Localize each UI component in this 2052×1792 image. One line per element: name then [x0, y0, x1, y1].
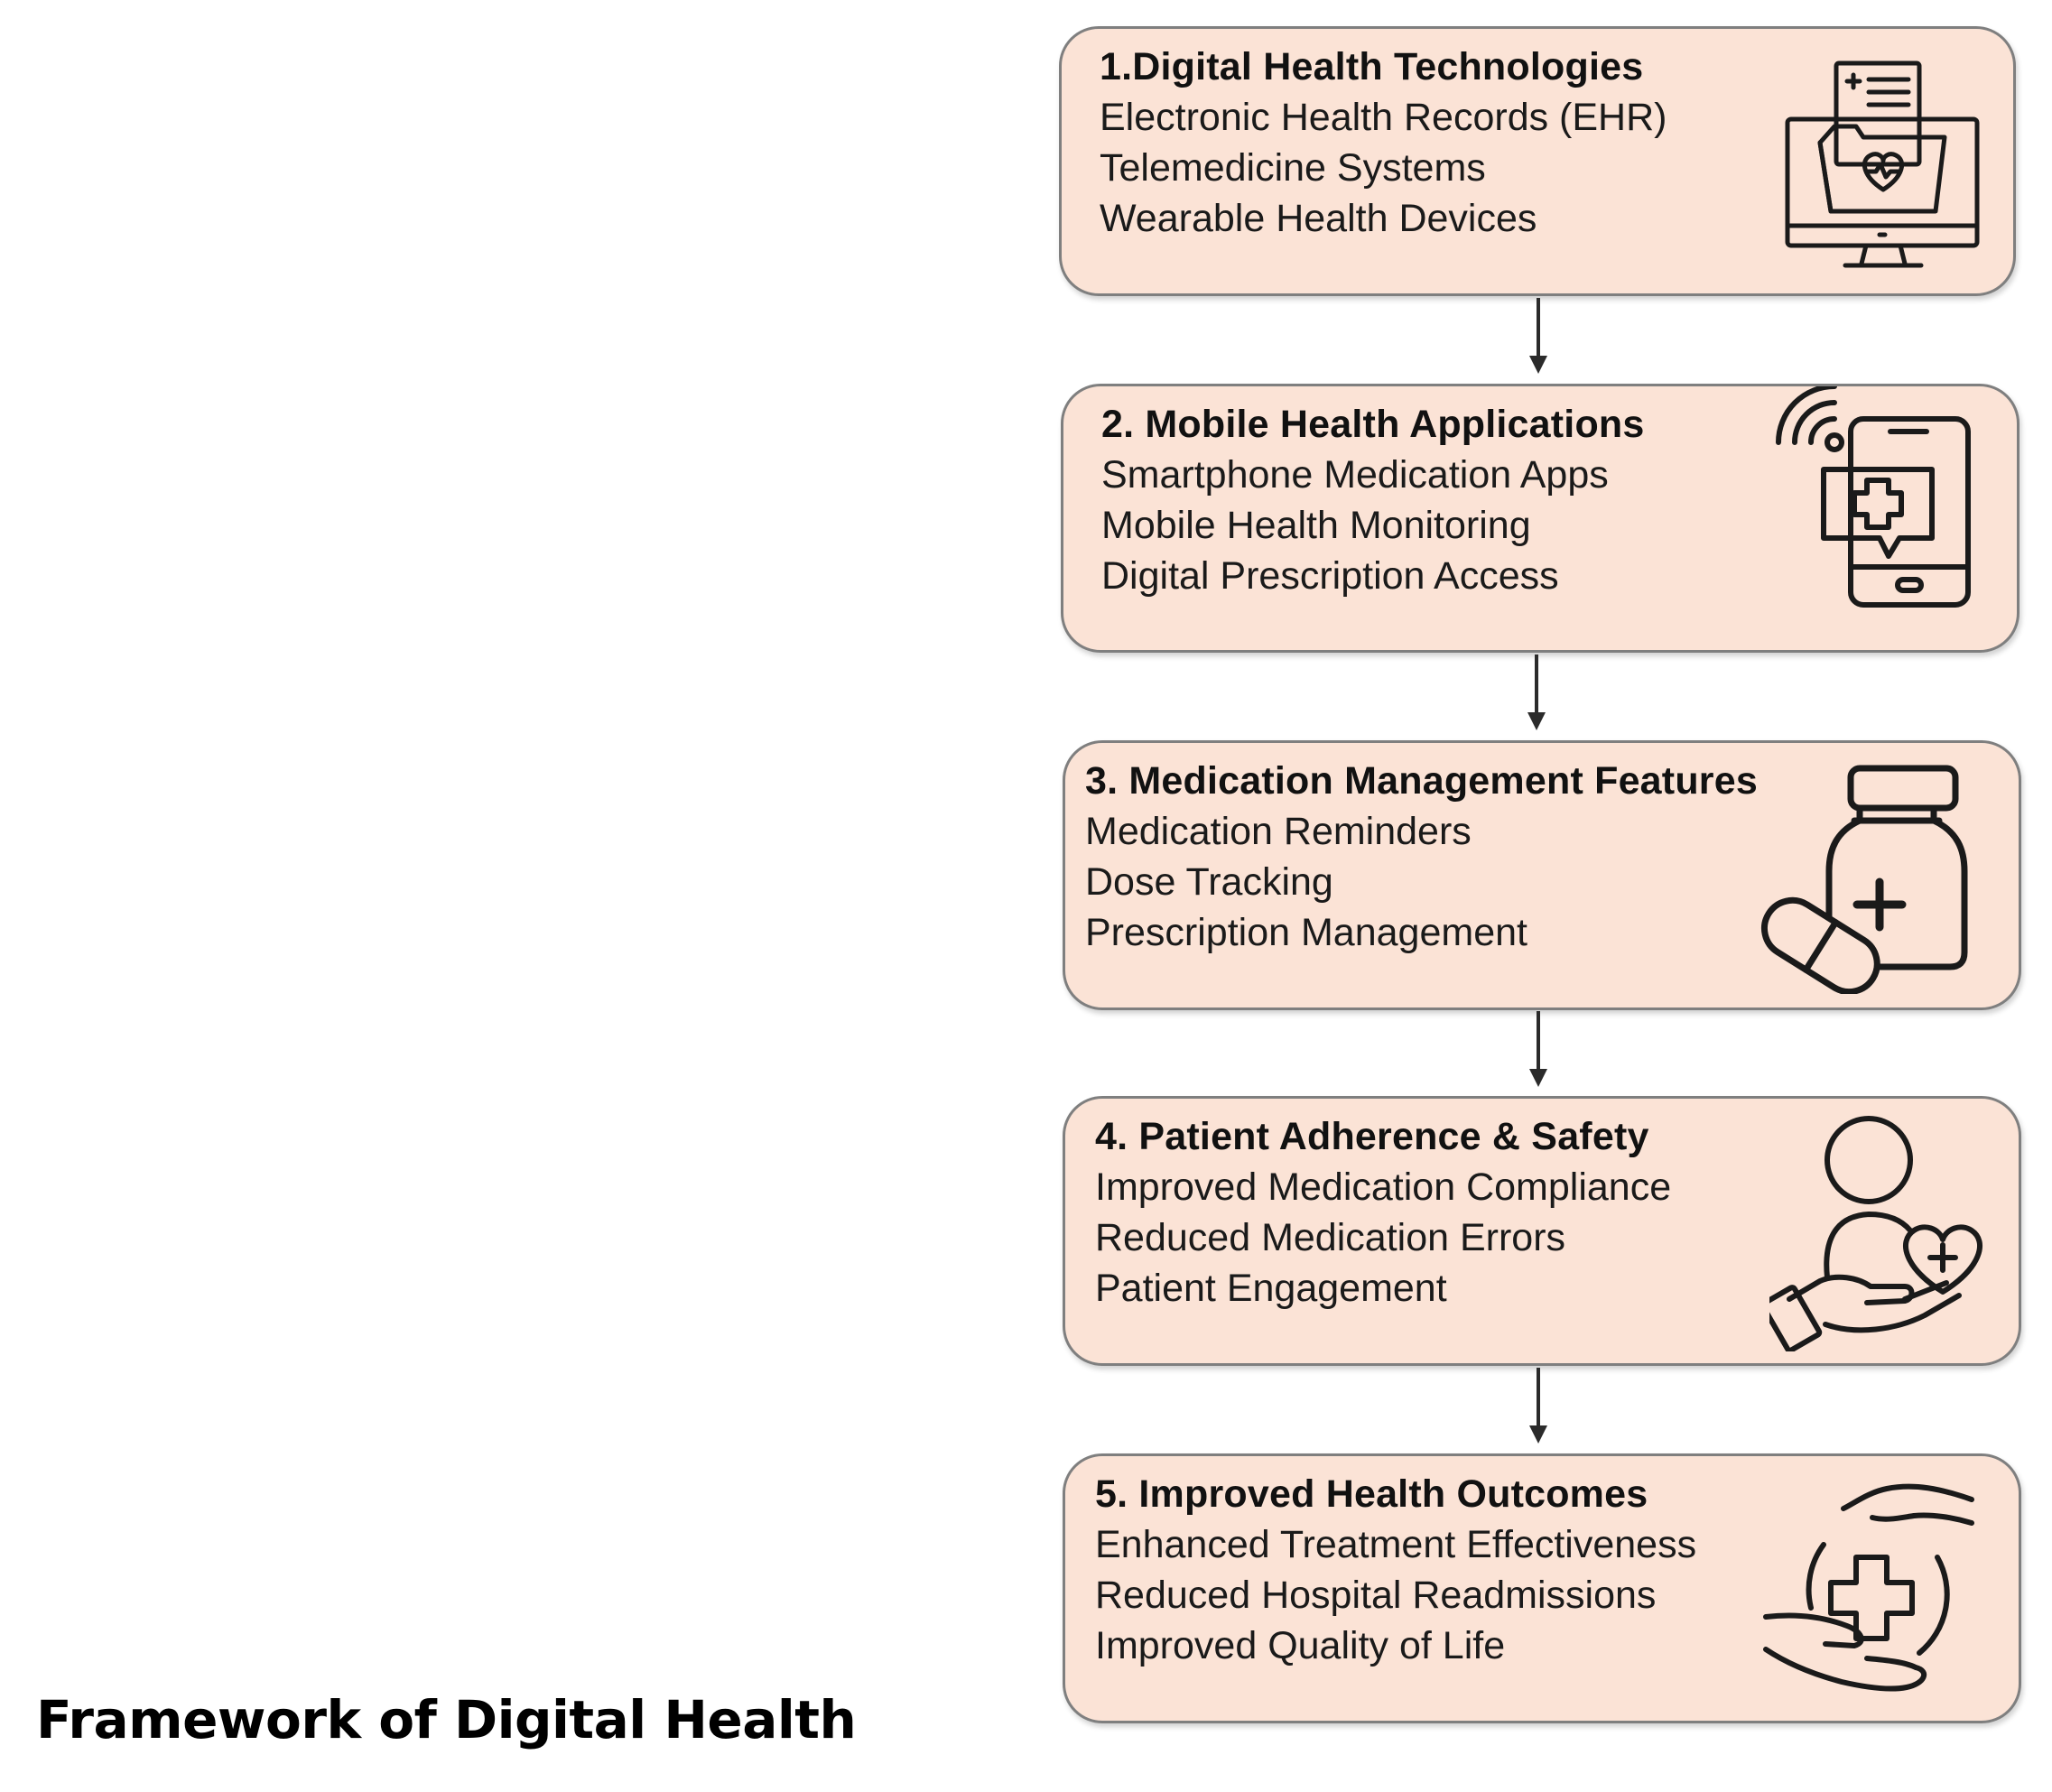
- step-title: 2. Mobile Health Applications: [1101, 403, 1645, 446]
- step-item: Enhanced Treatment Effectiveness: [1095, 1523, 1697, 1566]
- step-item: Improved Medication Compliance: [1095, 1165, 1672, 1209]
- step-item: Medication Reminders: [1085, 810, 1472, 853]
- hands-medical-cross-icon: [1760, 1481, 1982, 1704]
- step-item: Telemedicine Systems: [1100, 146, 1486, 190]
- step-title: 5. Improved Health Outcomes: [1095, 1472, 1648, 1516]
- flow-arrow-4: [1525, 1368, 1552, 1445]
- step-item: Improved Quality of Life: [1095, 1624, 1506, 1667]
- mobile-health-app-icon: [1773, 386, 1981, 612]
- computer-health-record-icon: [1780, 54, 1986, 271]
- step-item: Smartphone Medication Apps: [1101, 453, 1609, 497]
- step-text-5: [1095, 1469, 1696, 1671]
- step-text-1: [1100, 42, 1667, 244]
- step-item: Wearable Health Devices: [1100, 197, 1537, 240]
- flow-arrow-2: [1523, 655, 1550, 732]
- step-title: 1.Digital Health Technologies: [1100, 45, 1644, 88]
- step-box-3: [1063, 740, 2021, 1010]
- step-item: Patient Engagement: [1095, 1267, 1447, 1310]
- step-item: Reduced Hospital Readmissions: [1095, 1574, 1657, 1617]
- medicine-bottle-pill-icon: [1753, 763, 1984, 994]
- step-title: 3. Medication Management Features: [1085, 759, 1758, 803]
- step-box-2: [1061, 384, 2020, 653]
- flow-arrow-1: [1525, 298, 1552, 376]
- diagram-caption: Framework of Digital Health: [36, 1689, 857, 1750]
- step-box-1: [1059, 26, 2016, 296]
- step-box-5: [1063, 1453, 2021, 1723]
- step-item: Mobile Health Monitoring: [1101, 504, 1531, 547]
- flow-arrow-3: [1525, 1011, 1552, 1089]
- step-item: Electronic Health Records (EHR): [1100, 96, 1667, 139]
- step-item: Reduced Medication Errors: [1095, 1216, 1566, 1259]
- step-item: Digital Prescription Access: [1101, 554, 1559, 598]
- step-text-4: [1095, 1111, 1671, 1314]
- step-text-3: [1085, 756, 1758, 958]
- patient-care-hand-icon: [1769, 1115, 1990, 1351]
- step-text-2: [1101, 399, 1645, 601]
- step-item: Prescription Management: [1085, 911, 1527, 954]
- step-box-4: [1063, 1096, 2021, 1366]
- step-title: 4. Patient Adherence & Safety: [1095, 1115, 1649, 1158]
- step-item: Dose Tracking: [1085, 860, 1333, 904]
